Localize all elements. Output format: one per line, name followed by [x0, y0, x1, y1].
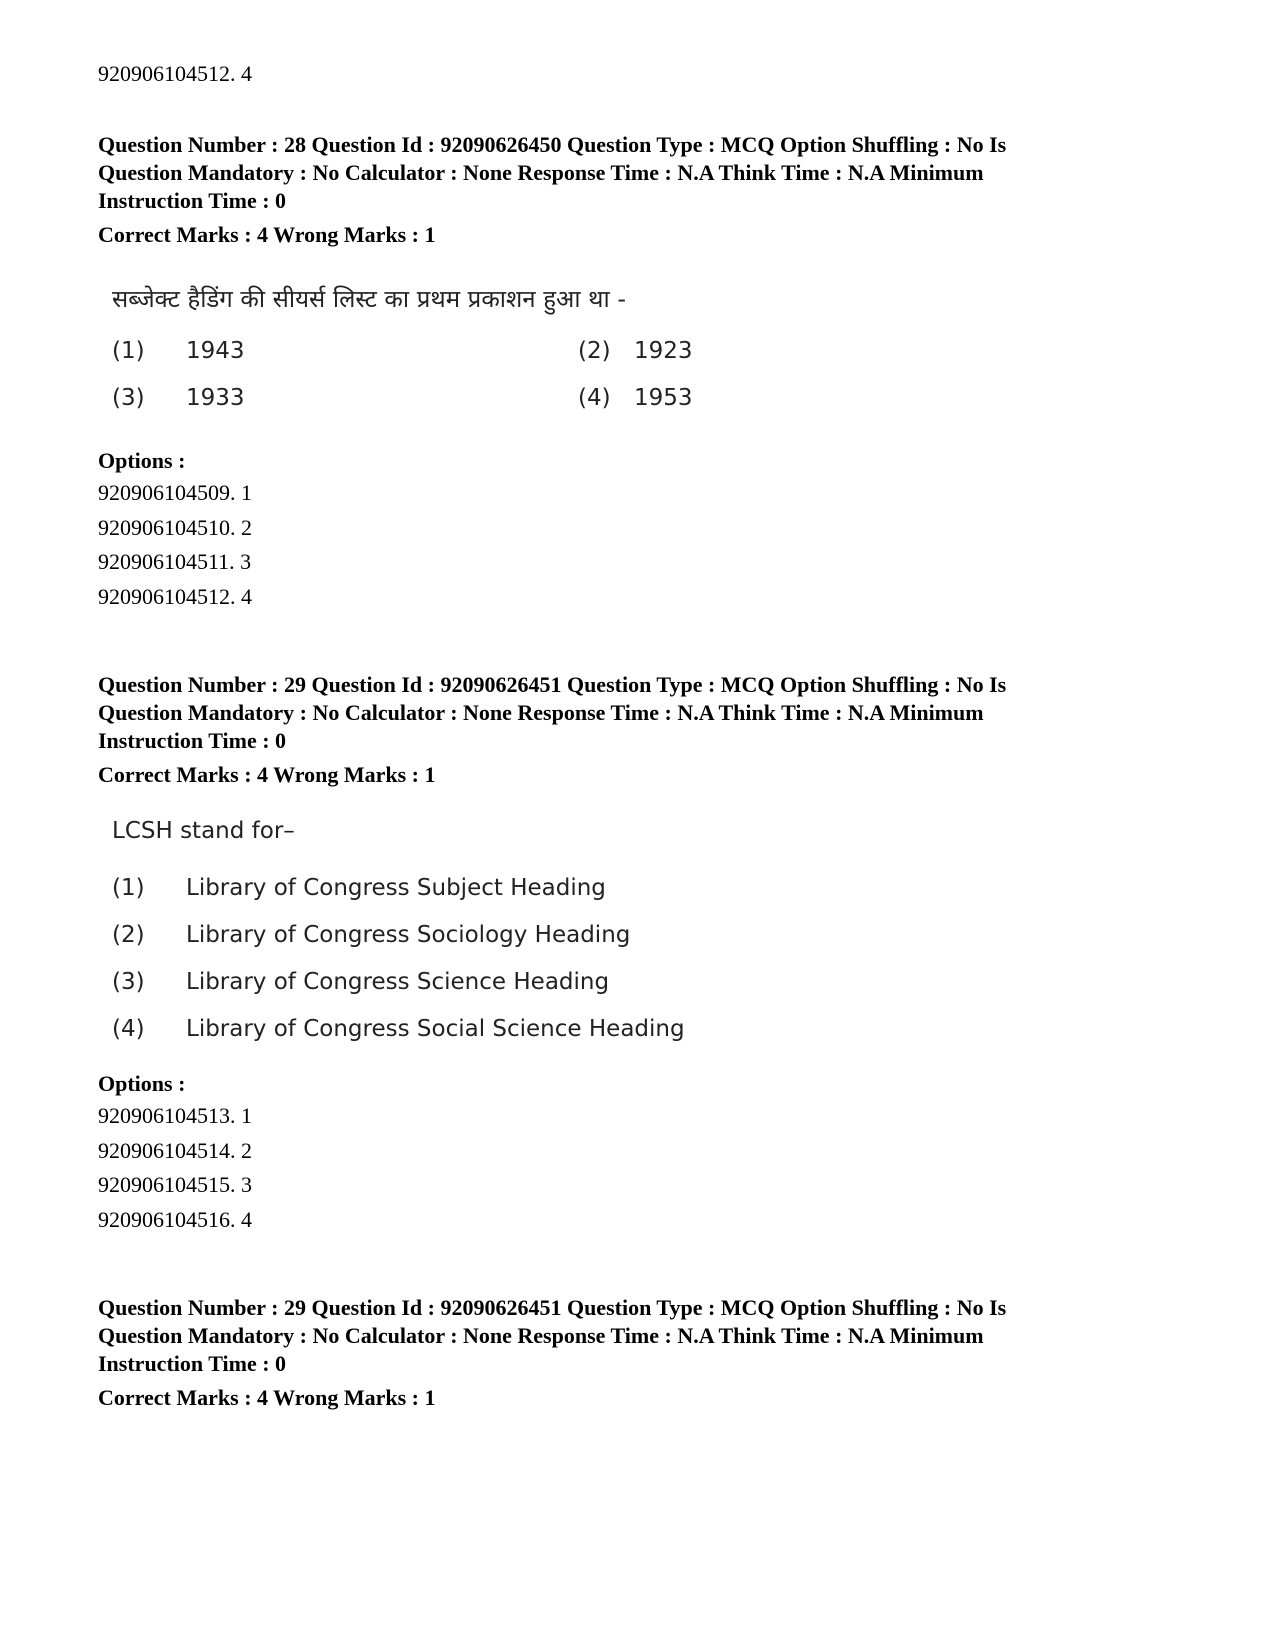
question-28-header	[98, 131, 1178, 249]
options-label: Options :	[98, 448, 186, 473]
choice-number: (2)	[578, 338, 611, 364]
option-line: 920906104513. 1	[98, 1103, 252, 1128]
option-line: 920906104511. 3	[98, 549, 252, 574]
choice-number: (3)	[112, 385, 145, 411]
choice	[112, 1016, 832, 1063]
choice-text: 1953	[634, 385, 693, 411]
option-line: 920906104515. 3	[98, 1172, 252, 1197]
question-29-repeat-header	[98, 1294, 1178, 1412]
choice-number: (1)	[112, 875, 145, 901]
choice-row	[112, 385, 832, 432]
choice-text: 1923	[634, 338, 693, 364]
question-marks: Correct Marks : 4 Wrong Marks : 1	[98, 762, 436, 787]
question-28-body	[112, 282, 832, 432]
option-line: 920906104512. 4	[98, 583, 252, 609]
question-meta-line: Instruction Time : 0	[98, 1351, 287, 1376]
option-line: 920906104509. 1	[98, 480, 252, 505]
choice-row	[112, 338, 832, 385]
question-meta-line: Instruction Time : 0	[98, 188, 287, 213]
options-label: Options :	[98, 1071, 186, 1096]
choice-number: (4)	[112, 1016, 145, 1042]
choice	[578, 338, 693, 364]
choice-text: Library of Congress Sociology Heading	[186, 922, 631, 948]
question-meta-line: Question Mandatory : No Calculator : None Response Time : N.A Think Time : N.A Minimum	[98, 700, 984, 725]
option-line: 920906104516. 4	[98, 1206, 252, 1232]
choice	[112, 922, 832, 969]
option-line: 920906104510. 2	[98, 514, 252, 540]
question-meta-line: Question Number : 29 Question Id : 92090626451 Question Type : MCQ Option Shuffling : No Is	[98, 672, 1007, 697]
question-marks: Correct Marks : 4 Wrong Marks : 1	[98, 222, 436, 247]
question-28-options	[98, 446, 1178, 614]
choice-number: (2)	[112, 922, 145, 948]
question-29-options	[98, 1069, 1178, 1237]
choice-text: Library of Congress Social Science Heading	[186, 1016, 685, 1042]
question-stem: सब्जेक्ट हैडिंग की सीयर्स लिस्ट का प्रथम प्रकाशन हुआ था -	[112, 285, 626, 313]
choice-text: Library of Congress Science Heading	[186, 969, 610, 995]
choice-number: (4)	[578, 385, 611, 411]
choice-text: 1933	[186, 385, 245, 411]
choice-text: Library of Congress Subject Heading	[186, 875, 606, 901]
choice	[578, 385, 693, 411]
question-29-body	[112, 818, 832, 1063]
option-line: 920906104514. 2	[98, 1137, 252, 1163]
choice-number: (1)	[112, 338, 145, 364]
question-meta-line: Question Mandatory : No Calculator : None Response Time : N.A Think Time : N.A Minimum	[98, 1323, 984, 1348]
question-meta-line: Question Number : 29 Question Id : 92090626451 Question Type : MCQ Option Shuffling : No Is	[98, 1295, 1007, 1320]
choice	[112, 338, 245, 364]
question-marks: Correct Marks : 4 Wrong Marks : 1	[98, 1385, 436, 1410]
choice-text: 1943	[186, 338, 245, 364]
option-line: 920906104512. 4	[98, 61, 252, 86]
choice	[112, 875, 832, 922]
choice	[112, 969, 832, 1016]
question-meta-line: Instruction Time : 0	[98, 728, 287, 753]
question-meta-line: Question Mandatory : No Calculator : None Response Time : N.A Think Time : N.A Minimum	[98, 160, 984, 185]
choice-number: (3)	[112, 969, 145, 995]
question-29-header	[98, 671, 1178, 789]
previous-option-line	[98, 60, 1178, 87]
choice	[112, 385, 245, 411]
question-stem: LCSH stand for–	[112, 818, 295, 844]
question-meta-line: Question Number : 28 Question Id : 92090626450 Question Type : MCQ Option Shuffling : No Is	[98, 132, 1007, 157]
